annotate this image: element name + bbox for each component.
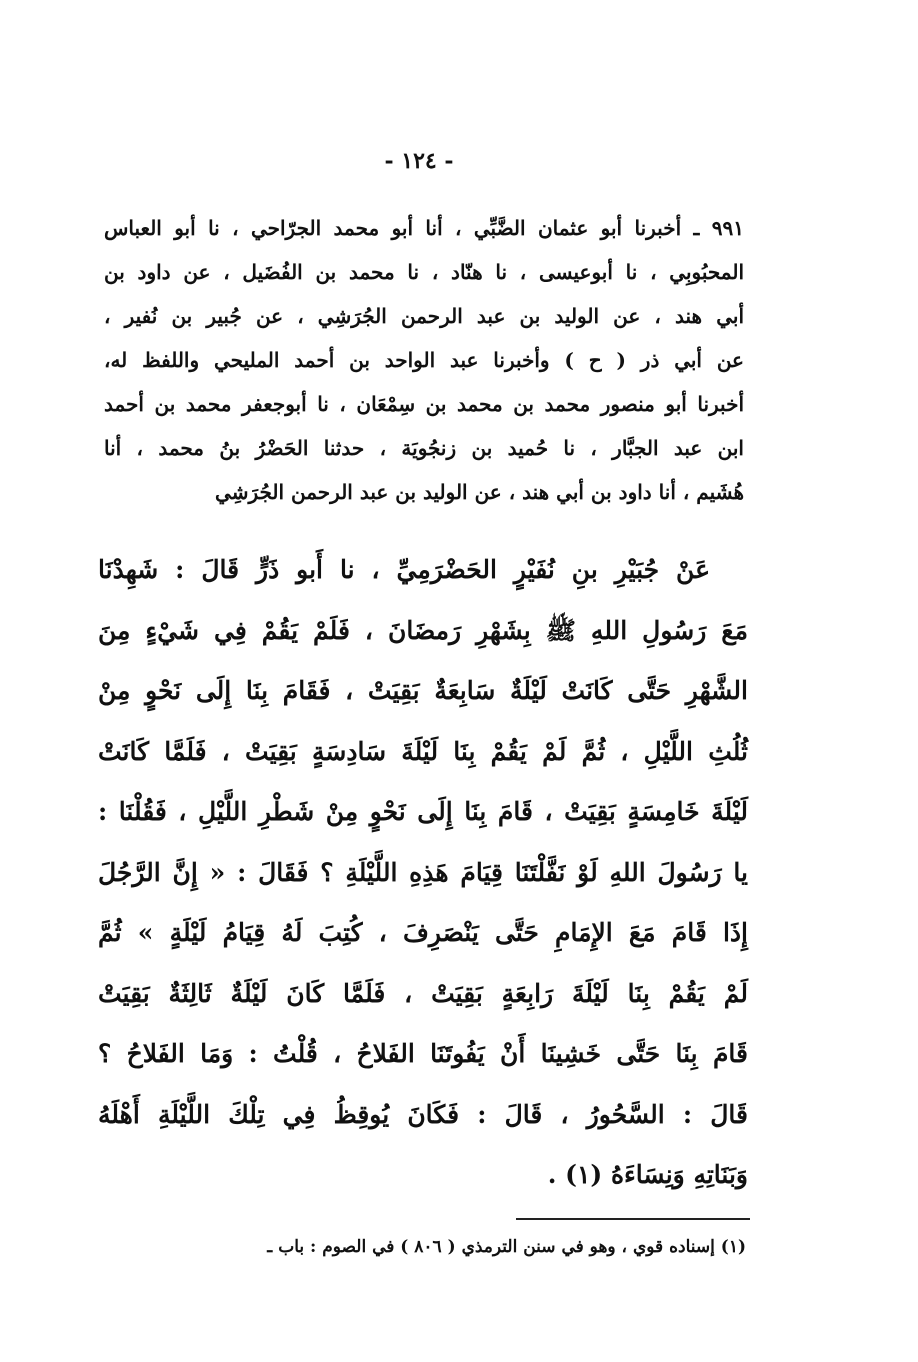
- isnad-line: ابن عبد الجبَّار ، نا حُميد بن زنجُويَة ، حدثنا الحَضْرُ بنُ محمد ، أنا: [104, 436, 744, 460]
- hadith-line: يا رَسُولَ اللهِ لَوْ نَفَّلْتَنَا قِيَامَ هَذِهِ اللَّيْلَةِ ؟ فَقَالَ : « إِنَّ الرَّجُلَ: [98, 857, 748, 887]
- isnad-line: المحبُوبِي ، نا أبوعيسى ، نا هنّاد ، نا محمد بن الفُضَيل ، عن داود بن: [104, 260, 744, 284]
- hadith-line: ثُلُثِ اللَّيْلِ ، ثُمَّ لَمْ يَقُمْ بِنَا لَيْلَةَ سَادِسَةٍ بَقِيَتْ ، فَلَمَّا كَانَتْ: [98, 736, 748, 766]
- hadith-line: مَعَ رَسُولِ اللهِ ﷺ بِشَهْرِ رَمضَانَ ، فَلَمْ يَقُمْ فِي شَيْءٍ مِنَ: [98, 615, 748, 645]
- hadith-text: [98, 540, 748, 1206]
- hadith-line: وَبَنَاتِهِ وَنِسَاءَهُ (١) .: [547, 1160, 748, 1189]
- hadith-line: إِذَا قَامَ مَعَ الإِمَامِ حَتَّى يَنْصَرِفَ ، كُتِبَ لَهُ قِيَامُ لَيْلَةٍ » ثُمَّ: [98, 918, 748, 947]
- isnad-line: هُشَيم ، أنا داود بن أبي هند ، عن الوليد بن عبد الرحمن الجُرَشِي: [215, 480, 744, 504]
- isnad-line: عن أبي ذر ( ح ) وأخبرنا عبد الواحد بن أحمد المليحي واللفظ له،: [104, 348, 744, 372]
- hadith-line: قَالَ : السَّحُورُ ، قَالَ : فَكَانَ يُوقِظُ فِي تِلْكَ اللَّيْلَةِ أَهْلَهُ: [98, 1099, 748, 1129]
- hadith-line: الشَّهْرِ حَتَّى كَانَتْ لَيْلَةٌ سَابِعَةٌ بَقِيَتْ ، فَقَامَ بِنَا إِلَى نَحْوٍ مِنْ: [98, 676, 748, 705]
- isnad-line: أخبرنا أبو منصور محمد بن محمد بن سِمْعَان ، نا أبوجعفر محمد بن أحمد: [104, 392, 744, 416]
- footnote-divider: [516, 1218, 750, 1220]
- hadith-line: عَنْ جُبَيْرِ بنِ نُفَيْرٍ الحَضْرَمِيِّ ، نا أَبو ذَرٍّ قَالَ : شَهِدْنَا: [98, 555, 710, 584]
- isnad-paragraph: [104, 206, 744, 514]
- hadith-line: لَمْ يَقُمْ بِنَا لَيْلَةَ رَابِعَةٍ بَقِيَتْ ، فَلَمَّا كَانَ لَيْلَةٌ ثَالِثَةٌ بَقِيَتْ: [98, 978, 748, 1008]
- page-number: - ١٢٤ -: [384, 148, 454, 174]
- hadith-line: لَيْلَةَ خَامِسَةٍ بَقِيَتْ ، قَامَ بِنَا إِلَى نَحْوٍ مِنْ شَطْرِ اللَّيْلِ ، فَقُلْنَا :: [98, 797, 748, 826]
- isnad-line: ٩٩١ ـ أخبرنا أبو عثمان الضَّبِّي ، أنا أبو محمد الجرّاحي ، نا أبو العباس: [104, 216, 744, 240]
- hadith-line: قَامَ بِنَا حَتَّى خَشِينَا أَنْ يَفُوتَنَا الفَلاحُ ، قُلْتُ : وَمَا الفَلاحُ ؟: [98, 1039, 748, 1068]
- footnote: (١) إسناده قوي ، وهو في سنن الترمذي ( ٨٠٦ ) في الصوم : باب ـ: [267, 1237, 746, 1257]
- isnad-line: أبي هند ، عن الوليد بن عبد الرحمن الجُرَشِي ، عن جُبير بن نُفير ،: [104, 304, 744, 328]
